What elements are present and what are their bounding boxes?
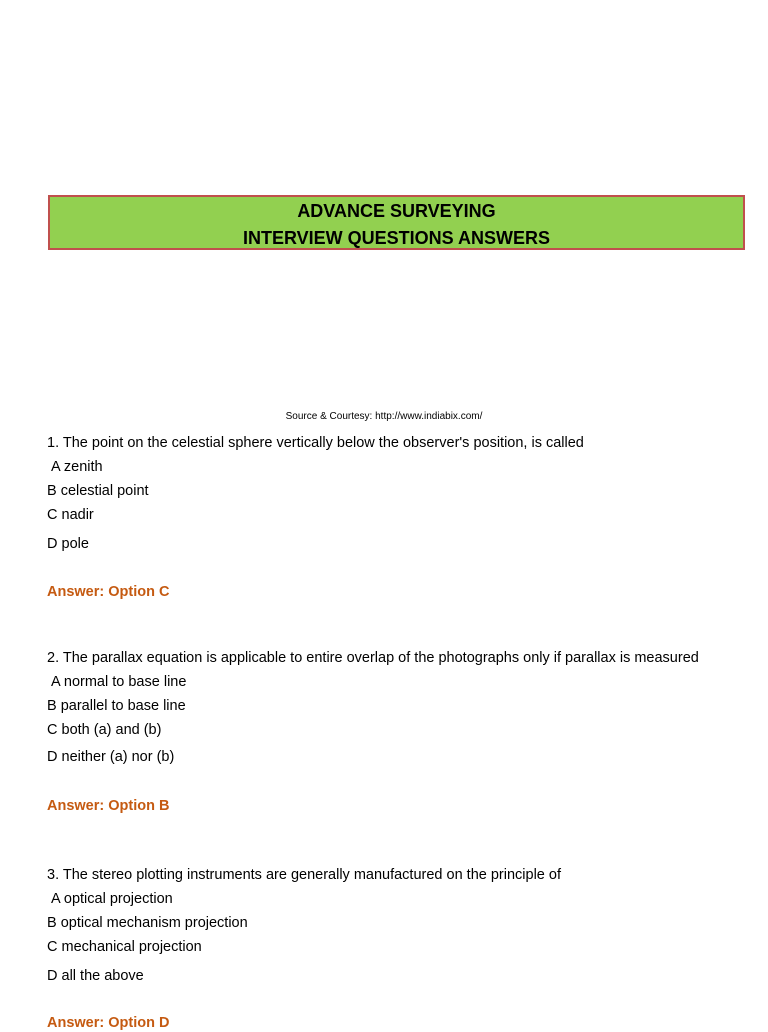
title-line-2: INTERVIEW QUESTIONS ANSWERS	[242, 228, 551, 248]
question-3-option-d: D all the above	[47, 968, 144, 984]
question-1-option-d: D pole	[47, 536, 89, 552]
title-banner	[48, 195, 745, 250]
title-line-1: ADVANCE SURVEYING	[297, 201, 496, 221]
question-2-text: 2. The parallax equation is applicable to entire overlap of the photographs only if parallax is measured	[47, 650, 699, 666]
question-3-text: 3. The stereo plotting instruments are generally manufactured on the principle of	[47, 867, 561, 883]
question-2-option-d: D neither (a) nor (b)	[47, 749, 175, 765]
question-1-answer: Answer: Option C	[47, 584, 170, 600]
question-2-option-b: B parallel to base line	[47, 698, 186, 714]
question-1-text: 1. The point on the celestial sphere vertically below the observer's position, is called	[47, 435, 584, 451]
question-2-option-a: A normal to base line	[51, 674, 187, 690]
question-3-option-b: B optical mechanism projection	[47, 915, 248, 931]
question-2-answer: Answer: Option B	[47, 798, 170, 814]
question-1-option-c: C nadir	[47, 507, 94, 523]
question-3-option-c: C mechanical projection	[47, 939, 202, 955]
question-2-option-c: C both (a) and (b)	[47, 722, 162, 738]
question-1-option-a: A zenith	[51, 459, 103, 475]
question-1-option-b: B celestial point	[47, 483, 149, 499]
source-courtesy: Source & Courtesy: http://www.indiabix.com/	[285, 411, 483, 422]
question-3-answer: Answer: Option D	[47, 1015, 170, 1031]
question-3-option-a: A optical projection	[51, 891, 173, 907]
